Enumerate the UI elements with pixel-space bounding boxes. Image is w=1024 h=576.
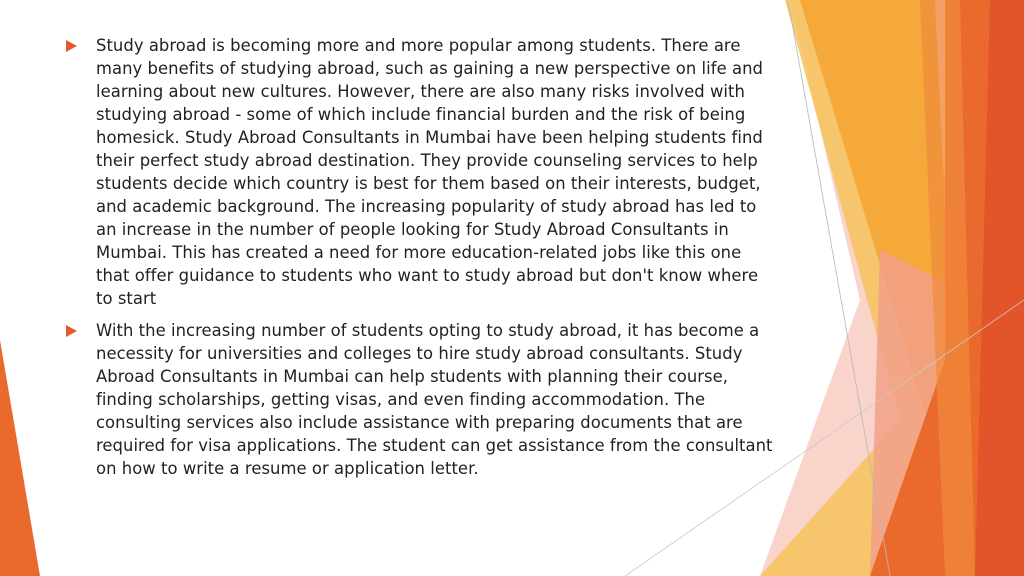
triangle-bullet-icon xyxy=(66,40,77,52)
bullet-item xyxy=(66,34,778,310)
bullet-text: With the increasing number of students opting to study abroad, it has become a necessity for universities and colleges to hire study abroad consultants. Study Abroad Consultants in Mumbai can help students with planning their course, finding scholarships, getting visas, and even finding accommodation. The consulting services also include assistance with preparing documents that are required for visa applications. The student can get assistance from the consultant on how to write a resume or application letter. xyxy=(96,321,773,478)
bullet-item xyxy=(66,319,778,480)
slide-body xyxy=(66,34,778,489)
triangle-bullet-icon xyxy=(66,325,77,337)
left-edge-shape xyxy=(0,340,40,576)
bullet-text: Study abroad is becoming more and more popular among students. There are many benefits of studying abroad, such as gaining a new perspective on life and learning about new cultures. However, there are also many risks involved with studying abroad - some of which include financial burden and the risk of being homesick. Study Abroad Consultants in Mumbai have been helping students find their perfect study abroad destination. They provide counseling services to help students decide which country is best for them based on their interests, budget, and academic background. The increasing popularity of study abroad has led to an increase in the number of people looking for Study Abroad Consultants in Mumbai. This has created a need for more education-related jobs like this one that offer guidance to students who want to study abroad but don't know where to start xyxy=(96,36,763,308)
